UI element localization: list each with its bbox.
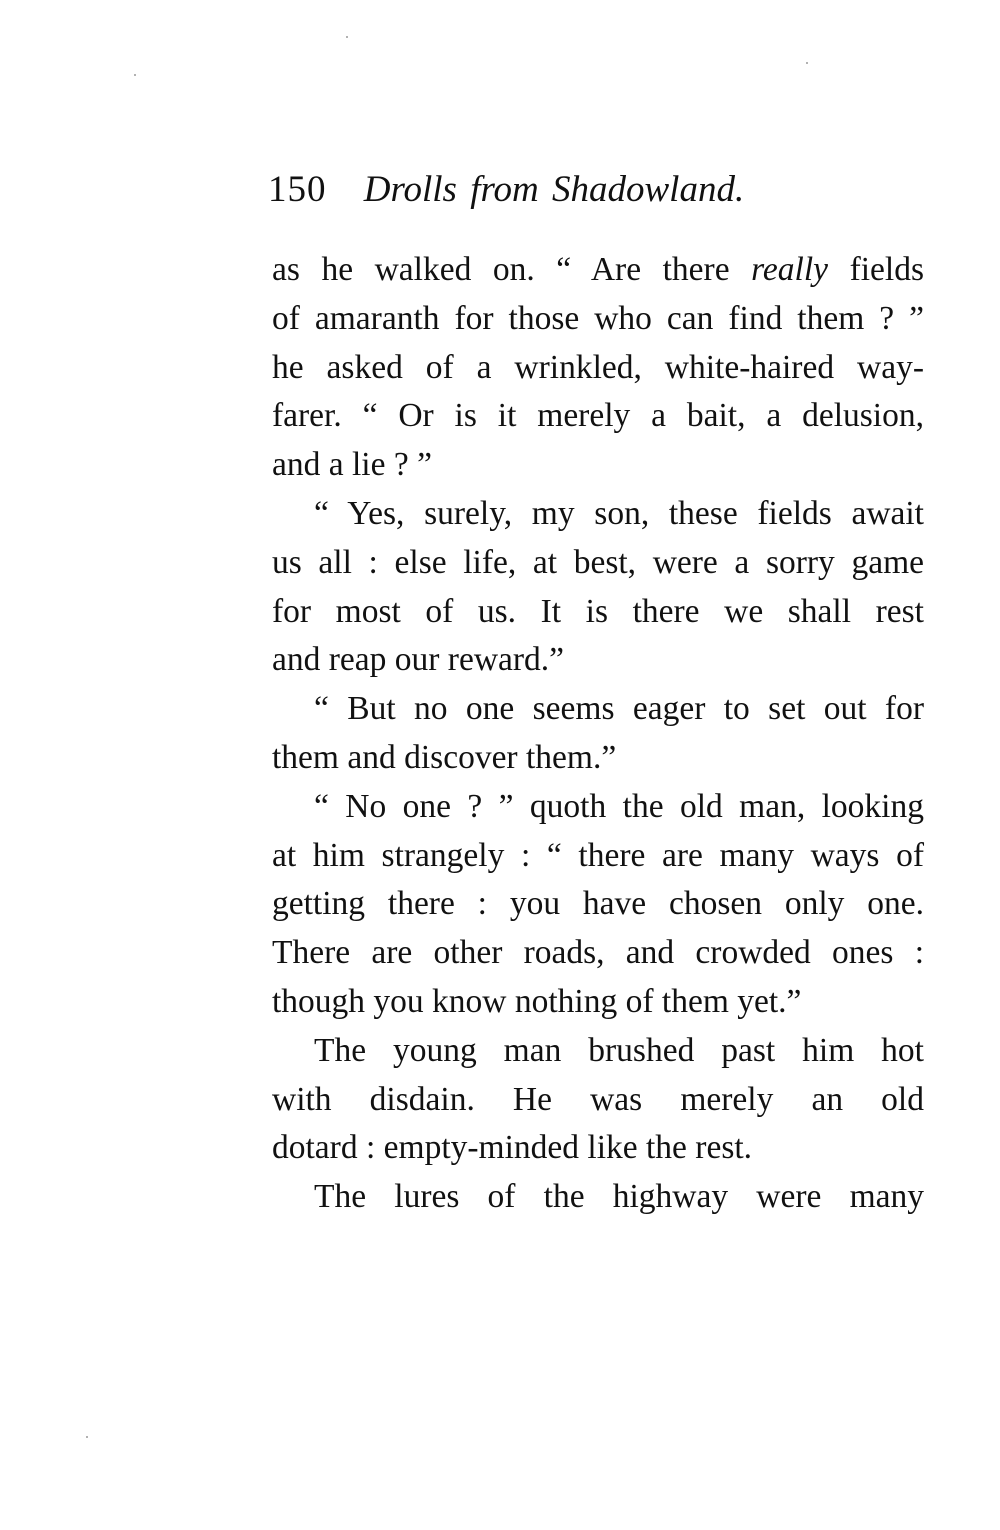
- text-line: “ No one ? ” quoth the old man, looking: [314, 787, 924, 825]
- text-line: and reap our reward.”: [272, 641, 565, 679]
- emphasized-word: really: [751, 251, 829, 288]
- text-line: he asked of a wrinkled, white-haired way-: [272, 348, 924, 386]
- text-line: The young man brushed past him hot: [314, 1031, 924, 1069]
- text-line: There are other roads, and crowded ones :: [272, 934, 924, 972]
- text-line: farer. “ Or is it merely a bait, a delusion,: [272, 397, 924, 435]
- text-segment: fields: [828, 251, 924, 288]
- text-line: with disdain. He was merely an old: [272, 1080, 924, 1118]
- page-speck: [86, 1436, 88, 1438]
- text-line: “ But no one seems eager to set out for: [314, 690, 924, 728]
- text-segment: as he walked on. “ Are there: [272, 251, 752, 288]
- text-line: The lures of the highway were many: [314, 1178, 924, 1216]
- page-speck: [134, 74, 136, 76]
- text-line: “ Yes, surely, my son, these fields await: [314, 494, 924, 532]
- text-line: at him strangely : “ there are many ways of: [272, 836, 924, 874]
- page-speck: [806, 62, 808, 64]
- text-line: of amaranth for those who can find them ? ”: [272, 299, 924, 337]
- text-line: though you know nothing of them yet.”: [272, 982, 802, 1020]
- text-line: and a lie ? ”: [272, 446, 432, 484]
- text-line: us all : else life, at best, were a sorry game: [272, 543, 924, 581]
- text-line: getting there : you have chosen only one.: [272, 885, 924, 923]
- text-line: [272, 246, 924, 295]
- running-title: Drolls from Shadowland.: [363, 169, 745, 210]
- page-number: 150: [268, 169, 327, 210]
- text-line: them and discover them.”: [272, 738, 617, 776]
- running-header: [268, 165, 928, 215]
- body-text: [272, 246, 924, 1222]
- text-line: dotard : empty-minded like the rest.: [272, 1129, 753, 1167]
- page-speck: [346, 36, 348, 38]
- text-line: for most of us. It is there we shall rest: [272, 592, 924, 630]
